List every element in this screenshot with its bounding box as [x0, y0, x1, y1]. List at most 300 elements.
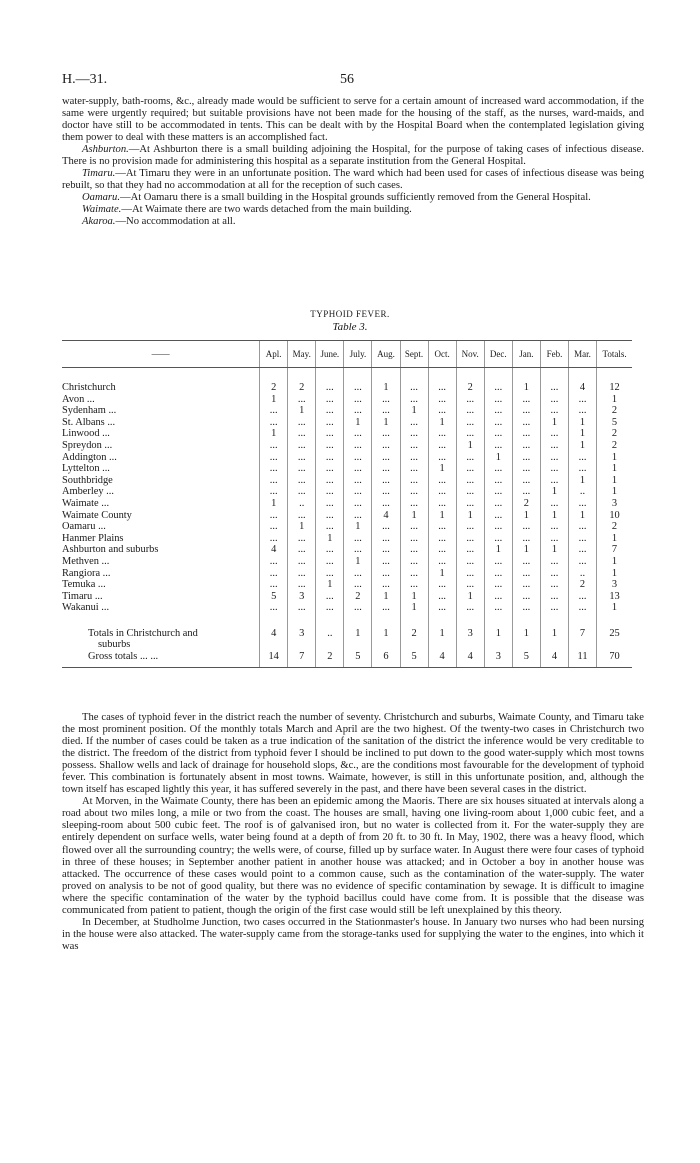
table-cell: ...	[316, 510, 344, 522]
table-cell: ...	[400, 428, 428, 440]
table-cell: ...	[344, 486, 372, 498]
timaru-paragraph	[62, 168, 644, 192]
table-cell: ...	[512, 486, 540, 498]
table-cell: 4	[540, 651, 568, 667]
table-cell: ...	[400, 452, 428, 464]
table-cell: ...	[428, 602, 456, 614]
table-cell: ...	[372, 533, 400, 545]
table-row	[62, 556, 632, 568]
table-cell: 5	[597, 417, 632, 429]
report-reference: H.—31.	[62, 72, 108, 87]
table-cell: ...	[316, 475, 344, 487]
table-cell: ..	[568, 568, 596, 580]
table-cell: ...	[484, 556, 512, 568]
table-cell: ...	[512, 440, 540, 452]
table-cell: ..	[568, 486, 596, 498]
row-label: Avon ...	[62, 393, 95, 405]
table-cell: ...	[372, 463, 400, 475]
table-cell: 1	[484, 452, 512, 464]
intro-text	[62, 96, 644, 229]
table-cell: 3	[288, 628, 316, 651]
table-cell: ...	[344, 405, 372, 417]
table-cell: ...	[344, 533, 372, 545]
row-label	[62, 628, 260, 651]
column-header: Aug.	[372, 341, 400, 368]
table-row	[62, 394, 632, 406]
table-cell: 1	[512, 628, 540, 651]
table-cell: ...	[400, 579, 428, 591]
table-cell: 4	[568, 382, 596, 394]
table-cell: ...	[260, 579, 288, 591]
table-row	[62, 602, 632, 614]
table-cell: ...	[344, 579, 372, 591]
table-cell: ...	[428, 591, 456, 603]
table-cell: ...	[288, 602, 316, 614]
table-body	[62, 368, 632, 668]
row-label: Sydenham ...	[62, 405, 117, 417]
table-cell: 2	[597, 521, 632, 533]
table-cell: ...	[288, 440, 316, 452]
table-subtitle: Table 3.	[332, 321, 368, 333]
table-cell: ...	[372, 579, 400, 591]
table-cell: 1	[512, 382, 540, 394]
table-cell: ...	[484, 521, 512, 533]
paragraph-text: —At Oamaru there is a small building in the Hospital grounds sufficiently removed from the General Hospital.	[119, 192, 591, 204]
table-cell: 1	[597, 452, 632, 464]
table-row	[62, 591, 632, 603]
table-cell: ...	[288, 463, 316, 475]
totals-label-suffix: suburbs	[98, 639, 131, 651]
table-cell: ...	[344, 440, 372, 452]
body-paragraph: In December, at Studholme Junction, two cases occurred in the Stationmaster's house. In January two nurses who had been nursing in the house were also attacked. The water-supply came from the storage-tanks used for supplying the water to the engines, into which it was	[62, 916, 644, 952]
table-cell: ...	[512, 556, 540, 568]
gross-totals-row	[62, 651, 632, 667]
table-cell: 1	[568, 428, 596, 440]
table-cell: 1	[428, 568, 456, 580]
table-row	[62, 405, 632, 417]
table-cell: ...	[484, 568, 512, 580]
table-cell: ...	[484, 475, 512, 487]
table-cell: 2	[568, 579, 596, 591]
table-cell: ...	[484, 440, 512, 452]
table-cell: 1	[568, 475, 596, 487]
table-cell: ...	[540, 556, 568, 568]
table-cell: ...	[260, 440, 288, 452]
table-cell: 1	[288, 405, 316, 417]
table-cell: ...	[456, 579, 484, 591]
table-cell: ...	[316, 521, 344, 533]
table-cell: ...	[456, 417, 484, 429]
table-cell: ...	[260, 510, 288, 522]
table-cell: 1	[260, 394, 288, 406]
table-cell: 1	[288, 521, 316, 533]
row-label: Wakanui ...	[62, 602, 110, 614]
table-cell: ...	[428, 521, 456, 533]
table-cell: ...	[540, 498, 568, 510]
table-row	[62, 579, 632, 591]
table-cell: ...	[568, 498, 596, 510]
row-label: Waimate County	[62, 509, 132, 521]
table-cell: ...	[316, 428, 344, 440]
table-cell: 1	[372, 591, 400, 603]
table-cell: ...	[344, 510, 372, 522]
table-cell: 4	[456, 651, 484, 667]
table-cell: ...	[288, 428, 316, 440]
table-row	[62, 544, 632, 556]
table-cell: 11	[568, 651, 596, 667]
table-cell: ...	[484, 510, 512, 522]
table-cell: ...	[568, 602, 596, 614]
table-cell: ...	[344, 382, 372, 394]
table-cell: ...	[456, 521, 484, 533]
table-cell: ...	[344, 475, 372, 487]
table-row	[62, 533, 632, 545]
table-cell: 2	[456, 382, 484, 394]
paragraph-text: —No accommodation at all.	[115, 216, 236, 228]
table-cell: 1	[597, 475, 632, 487]
table-cell: ...	[512, 521, 540, 533]
row-label: Gross totals ... ...	[62, 651, 260, 667]
column-header: Dec.	[484, 341, 512, 368]
table-cell: 4	[372, 510, 400, 522]
table-cell: ...	[344, 452, 372, 464]
table-row	[62, 440, 632, 452]
table-cell: ...	[484, 591, 512, 603]
table-cell: 1	[540, 417, 568, 429]
table-row	[62, 452, 632, 464]
table-cell: ...	[400, 394, 428, 406]
table-cell: ...	[288, 544, 316, 556]
table-cell: ...	[316, 394, 344, 406]
paragraph-text: —At Waimate there are two wards detached from the main building.	[121, 204, 412, 216]
table-cell: ...	[260, 475, 288, 487]
table-cell: ...	[568, 556, 596, 568]
row-label: Waimate ...	[62, 497, 110, 509]
body-paragraph: The cases of typhoid fever in the district reach the number of seventy. Christchurch and suburbs, Waimate County, and Timaru take the most prominent position. Of the monthly totals March and April are the two highest. Of the twenty-two cases in Christchurch two died. If the number of cases could be taken as a true indication of the sanitation of the district the inference would be very creditable to the district. The freedom of the district from typhoid fever I should be inclined to put down to the good water-supply which most towns possess. Shallow wells and lack of drainage for household slops, &c., are the conditions most favourable for the development of typhoid fever. This combination is fortunately absent in most towns. Waimate, however, is still in this unfortunate position, and, although the town itself has escaped lightly this year, it has suffered severely in the past, and there have been several cases in the district.	[62, 712, 644, 796]
table-cell: ...	[372, 521, 400, 533]
akaroa-paragraph	[62, 216, 644, 228]
table-cell: 1	[400, 602, 428, 614]
table-cell: ...	[428, 428, 456, 440]
table-cell: ...	[428, 475, 456, 487]
table-cell: 1	[428, 463, 456, 475]
row-label: Christchurch	[62, 382, 116, 393]
table-cell: 1	[597, 533, 632, 545]
row-label: Amberley ...	[62, 486, 114, 498]
table-cell: ..	[288, 498, 316, 510]
table-cell: ...	[260, 556, 288, 568]
table-cell: 1	[372, 382, 400, 394]
page-number: 56	[340, 72, 354, 87]
table-cell: 1	[484, 544, 512, 556]
table-row	[62, 510, 632, 522]
table-cell: ...	[400, 475, 428, 487]
table-cell: ...	[372, 498, 400, 510]
table-cell: 1	[568, 510, 596, 522]
table-cell: ...	[316, 452, 344, 464]
table-cell: ...	[484, 533, 512, 545]
table-cell: ...	[568, 591, 596, 603]
table-cell: ...	[456, 452, 484, 464]
column-header: Oct.	[428, 341, 456, 368]
table-cell: ...	[456, 568, 484, 580]
table-cell: 13	[597, 591, 632, 603]
table-cell: 1	[372, 417, 400, 429]
table-cell: ...	[260, 533, 288, 545]
table-cell: ...	[428, 544, 456, 556]
table-cell: 1	[400, 591, 428, 603]
table-cell: ...	[484, 417, 512, 429]
table-cell: 1	[568, 440, 596, 452]
table-cell: ...	[372, 544, 400, 556]
table-cell: 1	[456, 591, 484, 603]
table-cell: 14	[260, 651, 288, 667]
table-cell: 4	[260, 628, 288, 651]
table-cell: ..	[316, 628, 344, 651]
table-cell: 1	[568, 417, 596, 429]
table-cell: ...	[288, 579, 316, 591]
table-cell: 2	[597, 405, 632, 417]
table-cell: ...	[288, 510, 316, 522]
table-cell: ...	[428, 579, 456, 591]
table-cell: 5	[260, 591, 288, 603]
table-cell: 1	[597, 568, 632, 580]
table-cell: ...	[428, 452, 456, 464]
table-cell: ...	[372, 452, 400, 464]
table-row	[62, 568, 632, 580]
typhoid-table	[62, 340, 632, 668]
table-title: TYPHOID FEVER.	[310, 309, 390, 319]
table-cell: ...	[372, 486, 400, 498]
table-cell: ...	[316, 417, 344, 429]
table-cell: ...	[344, 602, 372, 614]
table-cell: ...	[484, 463, 512, 475]
spacer-row	[62, 614, 632, 628]
table-cell: ...	[540, 405, 568, 417]
table-cell: ...	[540, 394, 568, 406]
table-cell: ...	[540, 533, 568, 545]
table-cell: ...	[372, 475, 400, 487]
table-cell: 1	[484, 628, 512, 651]
table-cell: ...	[428, 556, 456, 568]
table-cell: ...	[512, 591, 540, 603]
table-cell: ...	[484, 394, 512, 406]
table-cell: ...	[540, 475, 568, 487]
table-cell: 12	[597, 382, 632, 394]
table-cell: ...	[316, 602, 344, 614]
table-cell: ...	[540, 382, 568, 394]
row-label: Temuka ...	[62, 579, 106, 591]
table-cell: 1	[260, 428, 288, 440]
column-header: Nov.	[456, 341, 484, 368]
table-cell: ...	[428, 440, 456, 452]
table-cell: ...	[512, 417, 540, 429]
table-cell: 1	[260, 498, 288, 510]
table-cell: ...	[540, 440, 568, 452]
row-label: St. Albans ...	[62, 416, 116, 428]
table-cell: ...	[400, 556, 428, 568]
table-cell: 6	[372, 651, 400, 667]
table-cell: ...	[260, 417, 288, 429]
table-cell: 10	[597, 510, 632, 522]
table-cell: ...	[484, 382, 512, 394]
table-cell: ...	[400, 568, 428, 580]
table-cell: ...	[484, 405, 512, 417]
table-cell: ...	[344, 568, 372, 580]
table-header-row	[62, 341, 632, 368]
table-cell: ...	[316, 382, 344, 394]
table-cell: ...	[316, 544, 344, 556]
table-cell: ...	[568, 463, 596, 475]
oamaru-paragraph	[62, 192, 644, 204]
table-cell: 1	[597, 602, 632, 614]
totals-label: Totals in Christchurch and	[88, 627, 198, 639]
table-cell: ...	[456, 486, 484, 498]
table-cell: 1	[456, 440, 484, 452]
table-cell: ...	[540, 579, 568, 591]
table-cell: ...	[344, 394, 372, 406]
table-cell: ...	[456, 602, 484, 614]
table-cell: ...	[288, 568, 316, 580]
table-cell: ...	[288, 394, 316, 406]
table-cell: ...	[512, 405, 540, 417]
table-cell: ...	[456, 428, 484, 440]
table-cell: ...	[512, 463, 540, 475]
table-cell: ...	[512, 475, 540, 487]
table-cell: ...	[484, 602, 512, 614]
table-cell: 1	[597, 556, 632, 568]
table-cell: ...	[372, 394, 400, 406]
table-cell: 1	[512, 544, 540, 556]
table-cell: ...	[316, 568, 344, 580]
table-cell: ...	[400, 498, 428, 510]
table-cell: ...	[288, 452, 316, 464]
table-cell: 2	[597, 440, 632, 452]
table-cell: 5	[512, 651, 540, 667]
table-cell: ...	[568, 405, 596, 417]
table-cell: ...	[512, 568, 540, 580]
table-cell: 1	[344, 556, 372, 568]
table-cell: ...	[316, 556, 344, 568]
table-cell: ...	[484, 486, 512, 498]
table-row	[62, 417, 632, 429]
table-cell: ...	[260, 405, 288, 417]
table-cell: 4	[260, 544, 288, 556]
table-row	[62, 475, 632, 487]
row-label: Linwood ...	[62, 428, 110, 440]
table-cell: ...	[372, 428, 400, 440]
table-cell: ...	[316, 591, 344, 603]
table-cell: ...	[344, 498, 372, 510]
table-row	[62, 486, 632, 498]
table-cell: 25	[597, 628, 632, 651]
row-label: Lyttelton ...	[62, 463, 110, 475]
table-cell: ...	[316, 440, 344, 452]
table-cell: ...	[372, 556, 400, 568]
table-cell: ...	[512, 452, 540, 464]
body-text	[62, 712, 644, 953]
table-cell: ...	[456, 556, 484, 568]
table-cell: ...	[512, 428, 540, 440]
column-header: July.	[344, 341, 372, 368]
column-header: Mar.	[568, 341, 596, 368]
table-cell: ...	[316, 463, 344, 475]
ashburton-paragraph	[62, 144, 644, 168]
table-cell: 2	[400, 628, 428, 651]
table-cell: ...	[288, 486, 316, 498]
table-cell: ...	[316, 405, 344, 417]
column-header: Apl.	[260, 341, 288, 368]
table-cell: ...	[512, 602, 540, 614]
table-cell: ...	[568, 452, 596, 464]
place-name: Akaroa.	[82, 216, 116, 228]
table-cell: 3	[456, 628, 484, 651]
table-cell: ...	[540, 463, 568, 475]
table-cell: 2	[344, 591, 372, 603]
table-cell: 7	[597, 544, 632, 556]
table-cell: ...	[260, 568, 288, 580]
column-header: Jan.	[512, 341, 540, 368]
table-cell: 2	[316, 651, 344, 667]
table-cell: 1	[316, 533, 344, 545]
table-row	[62, 463, 632, 475]
place-name: Oamaru.	[82, 192, 120, 204]
table-cell: ...	[316, 486, 344, 498]
table-cell: ...	[400, 486, 428, 498]
table-cell: 1	[597, 463, 632, 475]
waimate-paragraph	[62, 204, 644, 216]
table-cell: 1	[344, 417, 372, 429]
place-name: Ashburton.	[82, 144, 129, 156]
table-cell: ...	[288, 533, 316, 545]
row-label: Rangiora ...	[62, 567, 111, 579]
table-cell: 1	[456, 510, 484, 522]
table-cell: ...	[260, 602, 288, 614]
table-cell: ...	[456, 498, 484, 510]
row-label: Timaru ...	[62, 590, 103, 602]
table-row	[62, 382, 632, 394]
table-cell: ...	[484, 498, 512, 510]
table-cell: ...	[400, 440, 428, 452]
table-cell: 1	[428, 417, 456, 429]
column-header: June.	[316, 341, 344, 368]
table-cell: ...	[568, 394, 596, 406]
row-label: Ashburton and suburbs	[62, 544, 159, 556]
table-cell: ...	[484, 428, 512, 440]
table-cell: 1	[372, 628, 400, 651]
paragraph-text: —At Ashburton there is a small building adjoining the Hospital, for the purpose of taking cases of infectious disease. There is no provision made for administering this hospital as a separate institution from the General Hospital.	[62, 144, 644, 168]
table-cell: ...	[456, 533, 484, 545]
table-cell: ...	[428, 382, 456, 394]
column-header: Feb.	[540, 341, 568, 368]
table-cell: ...	[568, 544, 596, 556]
table-cell: ...	[540, 428, 568, 440]
corner-cell: ——	[62, 341, 260, 368]
table-cell: ...	[260, 452, 288, 464]
table-cell: ...	[400, 382, 428, 394]
table-cell: 2	[288, 382, 316, 394]
table-cell: 1	[316, 579, 344, 591]
row-label: Spreydon ...	[62, 439, 113, 451]
table-cell: 1	[400, 405, 428, 417]
table-cell: ...	[568, 533, 596, 545]
table-cell: ...	[260, 486, 288, 498]
table-cell: ...	[540, 452, 568, 464]
table-row	[62, 428, 632, 440]
table-cell: 1	[597, 394, 632, 406]
column-header: Totals.	[597, 341, 632, 368]
totals-row	[62, 628, 632, 651]
